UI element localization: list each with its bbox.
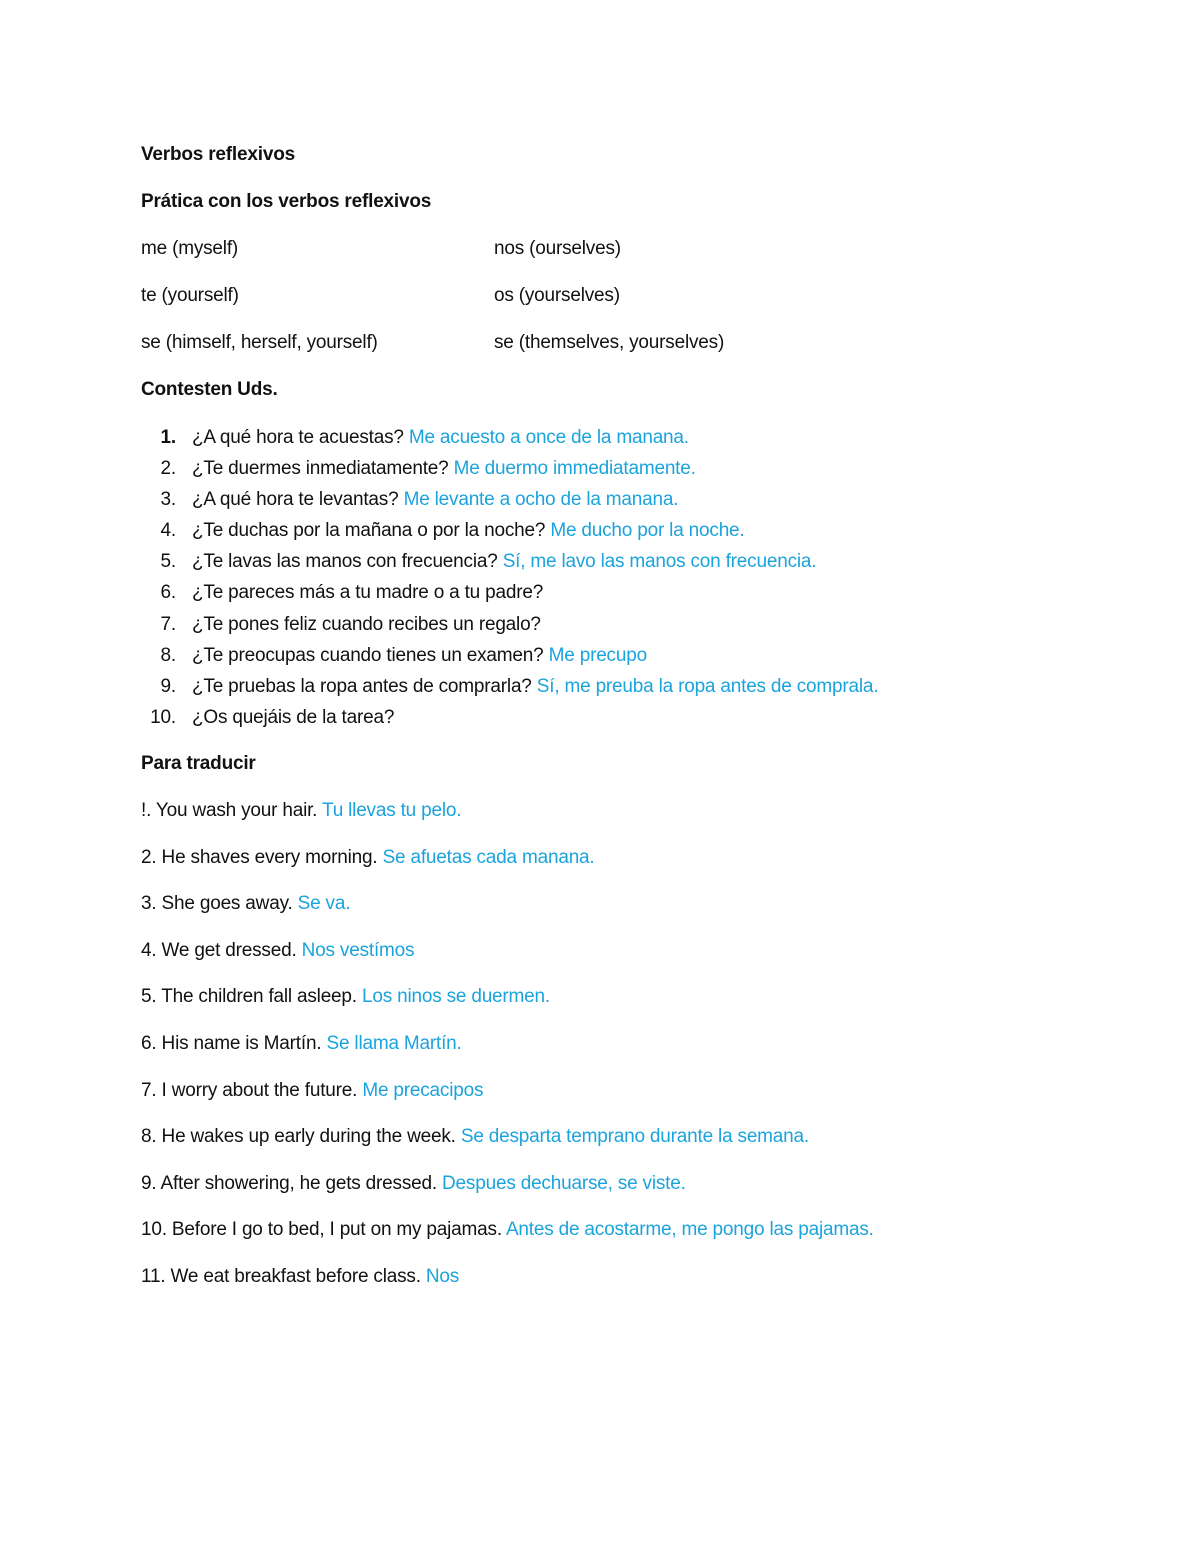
english-sentence: We get dressed.: [161, 939, 297, 961]
question-text: ¿A qué hora te acuestas?: [192, 427, 404, 448]
item-number: 7.: [141, 1079, 157, 1101]
question-number: 2.: [160, 458, 176, 480]
answer-text: Sí, me preuba la ropa antes de comprala.: [536, 675, 879, 697]
spanish-translation: Se afuetas cada manana.: [382, 846, 595, 868]
list-item: [141, 843, 1101, 873]
question-number: 10.: [150, 706, 176, 728]
pronoun-plural: os (yourselves): [494, 285, 620, 306]
question-text: ¿Te duermes inmediatamente?: [192, 458, 449, 480]
item-number: 8.: [141, 1126, 157, 1148]
pronoun-row: [141, 281, 1101, 311]
document-title: Verbos reflexivos: [141, 144, 295, 165]
english-sentence: He shaves every morning.: [161, 846, 378, 868]
list-item: [141, 484, 1101, 515]
question-number: 7.: [160, 613, 176, 635]
spanish-translation: Me precacipos: [362, 1079, 484, 1101]
english-sentence: We eat breakfast before class.: [170, 1265, 421, 1287]
item-number: 10.: [141, 1219, 167, 1241]
list-item: [141, 609, 1101, 640]
item-number: 2.: [141, 846, 157, 868]
list-item: [141, 546, 1101, 577]
answer-text: Sí, me lavo las manos con frecuencia.: [502, 551, 817, 573]
question-number: 6.: [160, 582, 176, 604]
list-item: [141, 1122, 1101, 1152]
list-item: [141, 453, 1101, 484]
list-item: [141, 1262, 1101, 1292]
spanish-translation: Se desparta temprano durante la semana.: [460, 1126, 809, 1148]
list-item: [141, 671, 1101, 702]
question-text: ¿A qué hora te levantas?: [192, 489, 399, 511]
list-item: [141, 889, 1101, 919]
english-sentence: The children fall asleep.: [161, 986, 357, 1008]
pronoun-row: [141, 234, 1101, 264]
pronoun-row: [141, 328, 1101, 358]
list-item: [141, 1076, 1101, 1106]
list-item: [141, 515, 1101, 546]
question-number: 3.: [160, 489, 176, 511]
list-item: [141, 702, 1101, 733]
question-number: 4.: [160, 520, 176, 542]
item-number: 6.: [141, 1032, 157, 1054]
list-item: [141, 936, 1101, 966]
spanish-translation: Los ninos se duermen.: [361, 986, 550, 1008]
item-number: 4.: [141, 939, 157, 961]
spanish-translation: Se llama Martín.: [326, 1032, 462, 1054]
list-item: [141, 982, 1101, 1012]
answer-text: Me acuesto a once de la manana.: [408, 427, 689, 448]
question-text: ¿Te preocupas cuando tienes un examen?: [192, 644, 544, 666]
english-sentence: His name is Martín.: [161, 1032, 322, 1054]
pronoun-table: [141, 234, 1101, 358]
spanish-translation: Nos vestímos: [301, 939, 415, 961]
question-text: ¿Te pareces más a tu madre o a tu padre?: [192, 582, 544, 604]
english-sentence: After showering, he gets dressed.: [160, 1172, 437, 1194]
item-number: !.: [141, 799, 152, 821]
question-list: [141, 422, 1101, 733]
english-sentence: Before I go to bed, I put on my pajamas.: [171, 1219, 502, 1241]
question-text: ¿Te duchas por la mañana o por la noche?: [192, 520, 546, 542]
translate-heading: Para traducir: [141, 752, 256, 774]
list-item: [141, 1215, 1101, 1245]
question-number: 5.: [160, 551, 176, 573]
answer-text: Me duermo immediatamente.: [453, 458, 696, 480]
list-item: [141, 1169, 1101, 1199]
answer-text: Me precupo: [548, 644, 647, 666]
item-number: 5.: [141, 986, 157, 1008]
question-text: ¿Te pones feliz cuando recibes un regalo?: [192, 613, 541, 635]
question-number: 1.: [160, 427, 176, 448]
answer-text: Me levante a ocho de la manana.: [403, 489, 679, 511]
question-number: 9.: [160, 675, 176, 697]
list-item: [141, 1029, 1101, 1059]
pronoun-singular: se (himself, herself, yourself): [141, 332, 378, 353]
spanish-translation: Nos: [425, 1265, 460, 1287]
pronoun-plural: se (themselves, yourselves): [494, 332, 725, 353]
item-number: 9.: [141, 1172, 157, 1194]
spanish-translation: Tu llevas tu pelo.: [322, 799, 462, 821]
english-sentence: You wash your hair.: [155, 799, 318, 821]
question-text: ¿Os quejáis de la tarea?: [192, 706, 395, 728]
document-page: [141, 140, 1101, 1308]
question-number: 8.: [160, 644, 176, 666]
english-sentence: She goes away.: [161, 893, 293, 915]
spanish-translation: Se va.: [297, 893, 351, 915]
english-sentence: He wakes up early during the week.: [161, 1126, 456, 1148]
question-text: ¿Te lavas las manos con frecuencia?: [192, 551, 498, 573]
english-sentence: I worry about the future.: [161, 1079, 358, 1101]
practice-heading: Prática con los verbos reflexivos: [141, 191, 432, 212]
pronoun-singular: me (myself): [141, 238, 239, 259]
item-number: 3.: [141, 893, 157, 915]
pronoun-plural: nos (ourselves): [494, 238, 621, 259]
pronoun-singular: te (yourself): [141, 285, 239, 306]
spanish-translation: Despues dechuarse, se viste.: [442, 1172, 686, 1194]
answer-text: Me ducho por la noche.: [550, 520, 745, 542]
spanish-translation: Antes de acostarme, me pongo las pajamas.: [505, 1219, 874, 1241]
list-item: [141, 640, 1101, 671]
list-item: [141, 422, 1101, 453]
list-item: [141, 577, 1101, 608]
item-number: 11.: [141, 1265, 166, 1287]
translation-list: [141, 796, 1101, 1292]
question-text: ¿Te pruebas la ropa antes de comprarla?: [192, 675, 532, 697]
questions-heading: Contesten Uds.: [141, 379, 278, 400]
list-item: [141, 796, 1101, 826]
